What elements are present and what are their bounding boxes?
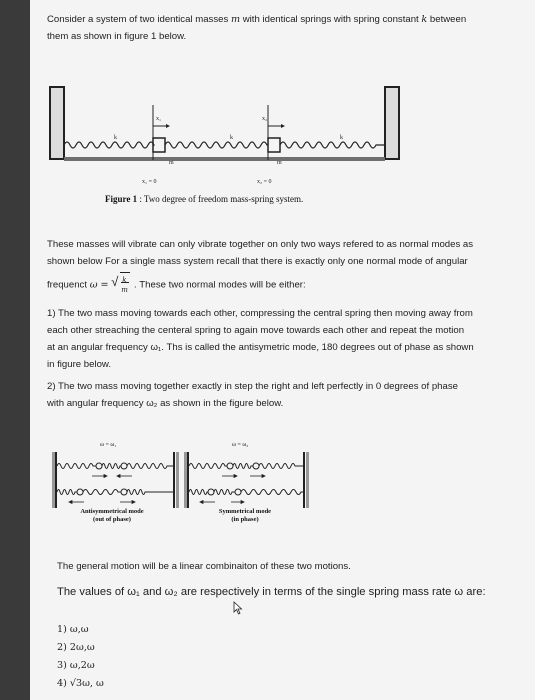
intro-text-c: between: [429, 14, 467, 25]
intro-text-b: with identical springs with spring constant: [242, 14, 419, 25]
option-3: 3) ω,2ω: [57, 660, 95, 671]
antisymmetric-caption-1: Antisymmetrical mode: [80, 508, 144, 515]
spring-label-3: k: [340, 135, 343, 141]
sqrt-denominator: m: [121, 286, 128, 294]
x2-label: x₂: [262, 116, 268, 122]
omega-formula: ω =: [89, 279, 109, 291]
omega2-label: ω = ω₂: [232, 442, 249, 448]
para2-line-3: at an angular frequency ω₁. Ths is called the antisymetric mode, 180 degrees out of phase as shown: [47, 342, 474, 353]
para3-line-2: with angular frequency ω₂ as shown in the figure below.: [47, 398, 284, 409]
x1-label: x₁: [156, 116, 162, 122]
sqrt-sign: √: [111, 274, 119, 289]
option-1: 1) ω,ω: [57, 624, 89, 635]
para2-line-1: 1) The two mass moving towards each other, compressing the central spring then moving away from: [47, 308, 473, 319]
para1-line-1: These masses will vibrate can only vibrate together on only two ways refered to as normal modes as: [47, 239, 474, 250]
option-2: 2) 2ω,ω: [57, 642, 95, 653]
sqrt-numerator: k: [122, 276, 127, 284]
para2-line-4: in figure below.: [47, 359, 111, 370]
para2-line-2: each other streaching the centeral spring to again move towards each other and repeat the motion: [47, 325, 465, 336]
spring-label-1: k: [114, 135, 117, 141]
intro-text-a: Consider a system of two identical masses: [47, 14, 229, 25]
x1-equation: x₁ = 0: [142, 179, 157, 185]
k-symbol: k: [421, 14, 428, 25]
mass-symbol: m: [230, 14, 241, 25]
symmetric-caption-1: Symmetrical mode: [218, 508, 272, 515]
para4-line-1: The general motion will be a linear combinaiton of these two motions.: [57, 561, 351, 572]
cursor-icon: [233, 601, 243, 615]
symmetric-caption-2: (in phase): [231, 516, 259, 523]
x2-equation: x₂ = 0: [257, 179, 272, 185]
para1-frequency-word: frequenct: [47, 279, 88, 291]
mass-label-1: m: [169, 160, 174, 166]
para1-line-2: shown below For a single mass system recall that there is exactly only one normal mode of angular: [47, 256, 468, 267]
para3-line-1: 2) The two mass moving together exactly in step the right and left perfectly in 0 degrees of phase: [47, 381, 458, 392]
figure-1-caption-text: : Two degree of freedom mass-spring system.: [139, 194, 304, 204]
para1-rest: . These two normal modes will be either:: [133, 279, 306, 291]
question-text: The values of ω₁ and ω₂ are respectively in terms of the single spring mass rate ω are:: [57, 586, 486, 598]
omega1-label: ω = ω₁: [100, 442, 117, 448]
spring-label-2: k: [230, 135, 233, 141]
antisymmetric-caption-2: (out of phase): [93, 516, 131, 523]
intro-line-2: them as shown in figure 1 below.: [47, 31, 187, 42]
figure-1-caption-label: Figure 1: [105, 194, 138, 204]
option-4: 4) √3ω, ω: [57, 678, 104, 689]
mass-label-2: m: [277, 160, 282, 166]
